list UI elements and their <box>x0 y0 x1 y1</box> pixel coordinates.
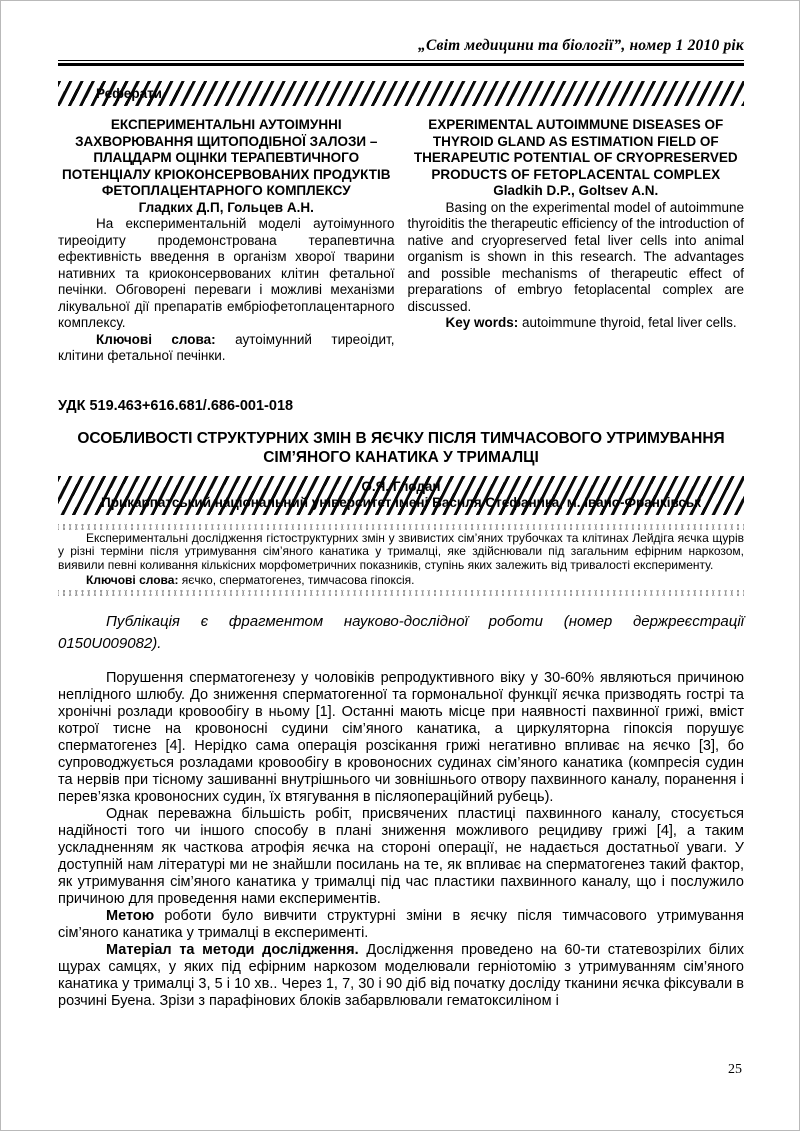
article-affiliation: Прикарпатський національний університет імені Василя Стефаника, м. Івано-Франківськ <box>101 494 701 510</box>
abstracts-row <box>58 117 744 365</box>
article-title: ОСОБЛИВОСТІ СТРУКТУРНИХ ЗМІН В ЯЄЧКУ ПІСЛЯ ТИМЧАСОВОГО УТРИМУВАННЯ СІМ’ЯНОГО КАНАТИКА У ТРИМАЛЦІ <box>77 429 725 466</box>
abstract-column-english <box>408 117 745 365</box>
zigzag-border-bottom <box>58 590 744 596</box>
abstract-keywords-english <box>408 315 745 332</box>
udc-line: УДК 519.463+616.681/.686-001-018 <box>58 397 294 414</box>
abstract-title-ukrainian: ЕКСПЕРИМЕНТАЛЬНІ АУТОІМУННІ ЗАХВОРЮВАННЯ ЩИТОПОДІБНОЇ ЗАЛОЗИ – ПЛАЦДАРМ ОЦІНКИ ТЕРАПЕВТИЧНОГО ПОТЕНЦІАЛУ КРІОКОНСЕРВОВАНИХ ПРОДУКТІВ ФЕТОПЛАЦЕНТАРНОГО КОМПЛЕКСУ <box>62 117 391 198</box>
annotation-body: Експериментальні дослідження гістоструктурних змін у звивистих сім’яних трубочках та клітинах Лейдіга яєчка щурів у різні терміни після утримування сім’яного канатика у трималці, яке здійснювали під загальним ефірним наркозом, виявили певні коливання кількісних морфометричних показників, ступінь яких залежить від тривалості експерименту. <box>58 530 744 572</box>
header-rule <box>58 60 744 66</box>
abstract-authors-english: Gladkih D.P., Goltsev A.N. <box>493 183 659 198</box>
abstract-title-english: EXPERIMENTAL AUTOIMMUNE DISEASES OF THYROID GLAND AS ESTIMATION FIELD OF THERAPEUTIC POTENTIAL OF CRYOPRESERVED PRODUCTS OF FETOPLACENTAL COMPLEX <box>413 117 738 182</box>
publication-note: Публікація є фрагментом науково-дослідної роботи (номер держреєстрації 0150U009082). <box>58 612 744 652</box>
keywords-label: Ключові слова: <box>86 573 179 588</box>
annotation-keywords <box>58 574 744 588</box>
paragraph <box>58 908 744 942</box>
annotation-block <box>58 524 744 596</box>
abstract-keywords-ukrainian <box>58 332 395 365</box>
paragraph-text: Порушення сперматогенезу у чоловіків репродуктивного віку у 30-60% являються причиною неплідного шлюбу. До зниження сперматогенної та гормональної функції яєчка призводять гострі та хронічні розлади кровообігу в ньому [1]. Останні мають місце при наявності пахвинної грижі, вміст котрої тисне на кровоносні судини сім’яного канатика, а циркуляторна гіпоксія порушує сперматогенез [4]. Нерідко сама операція розсікання грижі негативно впливає на яєчко [3], бо супроводжується розладами кровообігу в кровоносних судинах сім’яного канатика (компресія судин та нервів при тісному зашиванні внутрішнього чи зовнішнього отвору пахвинного каналу, поранення і перев’язка кровоносних судин, їх втягування в післяопераційний рубець). <box>58 669 744 805</box>
referaty-label: Реферати <box>96 86 162 101</box>
paragraph-text: Дослідження проведено на 60-ти статевозрілих білих щурах самцях, у яких під ефірним наркозом моделювали герніотомію з утримуванням сім’яного канатика у трималці 3, 5 і 10 хв.. Через 1, 7, 30 і 90 діб від початку досліду тканини яєчка фіксували в розчині Буена. Зрізи з парафінових блоків забарвлювали гематоксиліном і <box>58 941 744 1009</box>
keywords-text: аутоімунний тиреоідит, клітини фетальної печінки. <box>58 331 395 363</box>
zigzag-border-top <box>58 524 744 530</box>
abstract-column-ukrainian <box>58 117 395 365</box>
article-author: О.Я. Глодан <box>361 478 441 494</box>
abstract-body-english: Basing on the experimental model of autoimmune thyroiditis the therapeutic efficiency of the introduction of native and cryopreserved fetal liver cells into animal organism is shown in this research. The advantages and possible mechanisms of therapeutic effect of preparations of embryo fetoplacental complex are discussed. <box>407 199 744 314</box>
author-band <box>58 476 744 515</box>
paragraph-lead: Метою <box>106 907 155 924</box>
paragraph <box>58 806 744 908</box>
keywords-text: autoimmune thyroid, fetal liver cells. <box>518 315 737 330</box>
paragraph-lead: Матеріал та методи дослідження. <box>106 941 359 958</box>
keywords-label: Key words: <box>445 315 519 330</box>
paragraph-text: Однак переважна більшість робіт, присвячених пластиці пахвинного каналу, стосується надійності того чи іншого способу в плані зниження можливого рецидиву грижі [4], а таким ускладненням як часткова атрофія яєчка на стороні операції, не надається достатньої уваги. У доступній нам літературі ми не знайшли посилань на те, як впливає на сперматогенез такий фактор, як утримування сім’яного канатика у трималці під час пластики пахвинного каналу, що і послужило причиною для проведення нами експериментів. <box>58 805 744 907</box>
paragraph-text: роботи було вивчити структурні зміни в яєчку після тимчасового утримування сім’яного канатика у трималці в експерименті. <box>58 907 744 941</box>
page-number: 25 <box>728 1062 742 1077</box>
keywords-label: Ключові слова: <box>96 331 216 347</box>
journal-header: „Світ медицини та біології”, номер 1 2010 рік <box>418 37 744 54</box>
abstract-body-ukrainian: На експериментальній моделі аутоімунного тиреоідиту продемонстрована терапевтична ефективність введення в організм хворої тварини нативних та криоконсервованих клітин фетальної печінки. Обговорені переваги і можливі механізми лікувальної дії препаратів ембріофетоплацентарного комплексу. <box>58 216 395 330</box>
main-text <box>58 670 744 1010</box>
paragraph <box>58 670 744 806</box>
paragraph <box>58 942 744 1010</box>
keywords-text: яєчко, сперматогенез, тимчасова гіпоксія. <box>178 573 415 588</box>
referaty-band <box>58 81 744 106</box>
abstract-authors-ukrainian: Гладких Д.П, Гольцев А.Н. <box>138 199 314 215</box>
